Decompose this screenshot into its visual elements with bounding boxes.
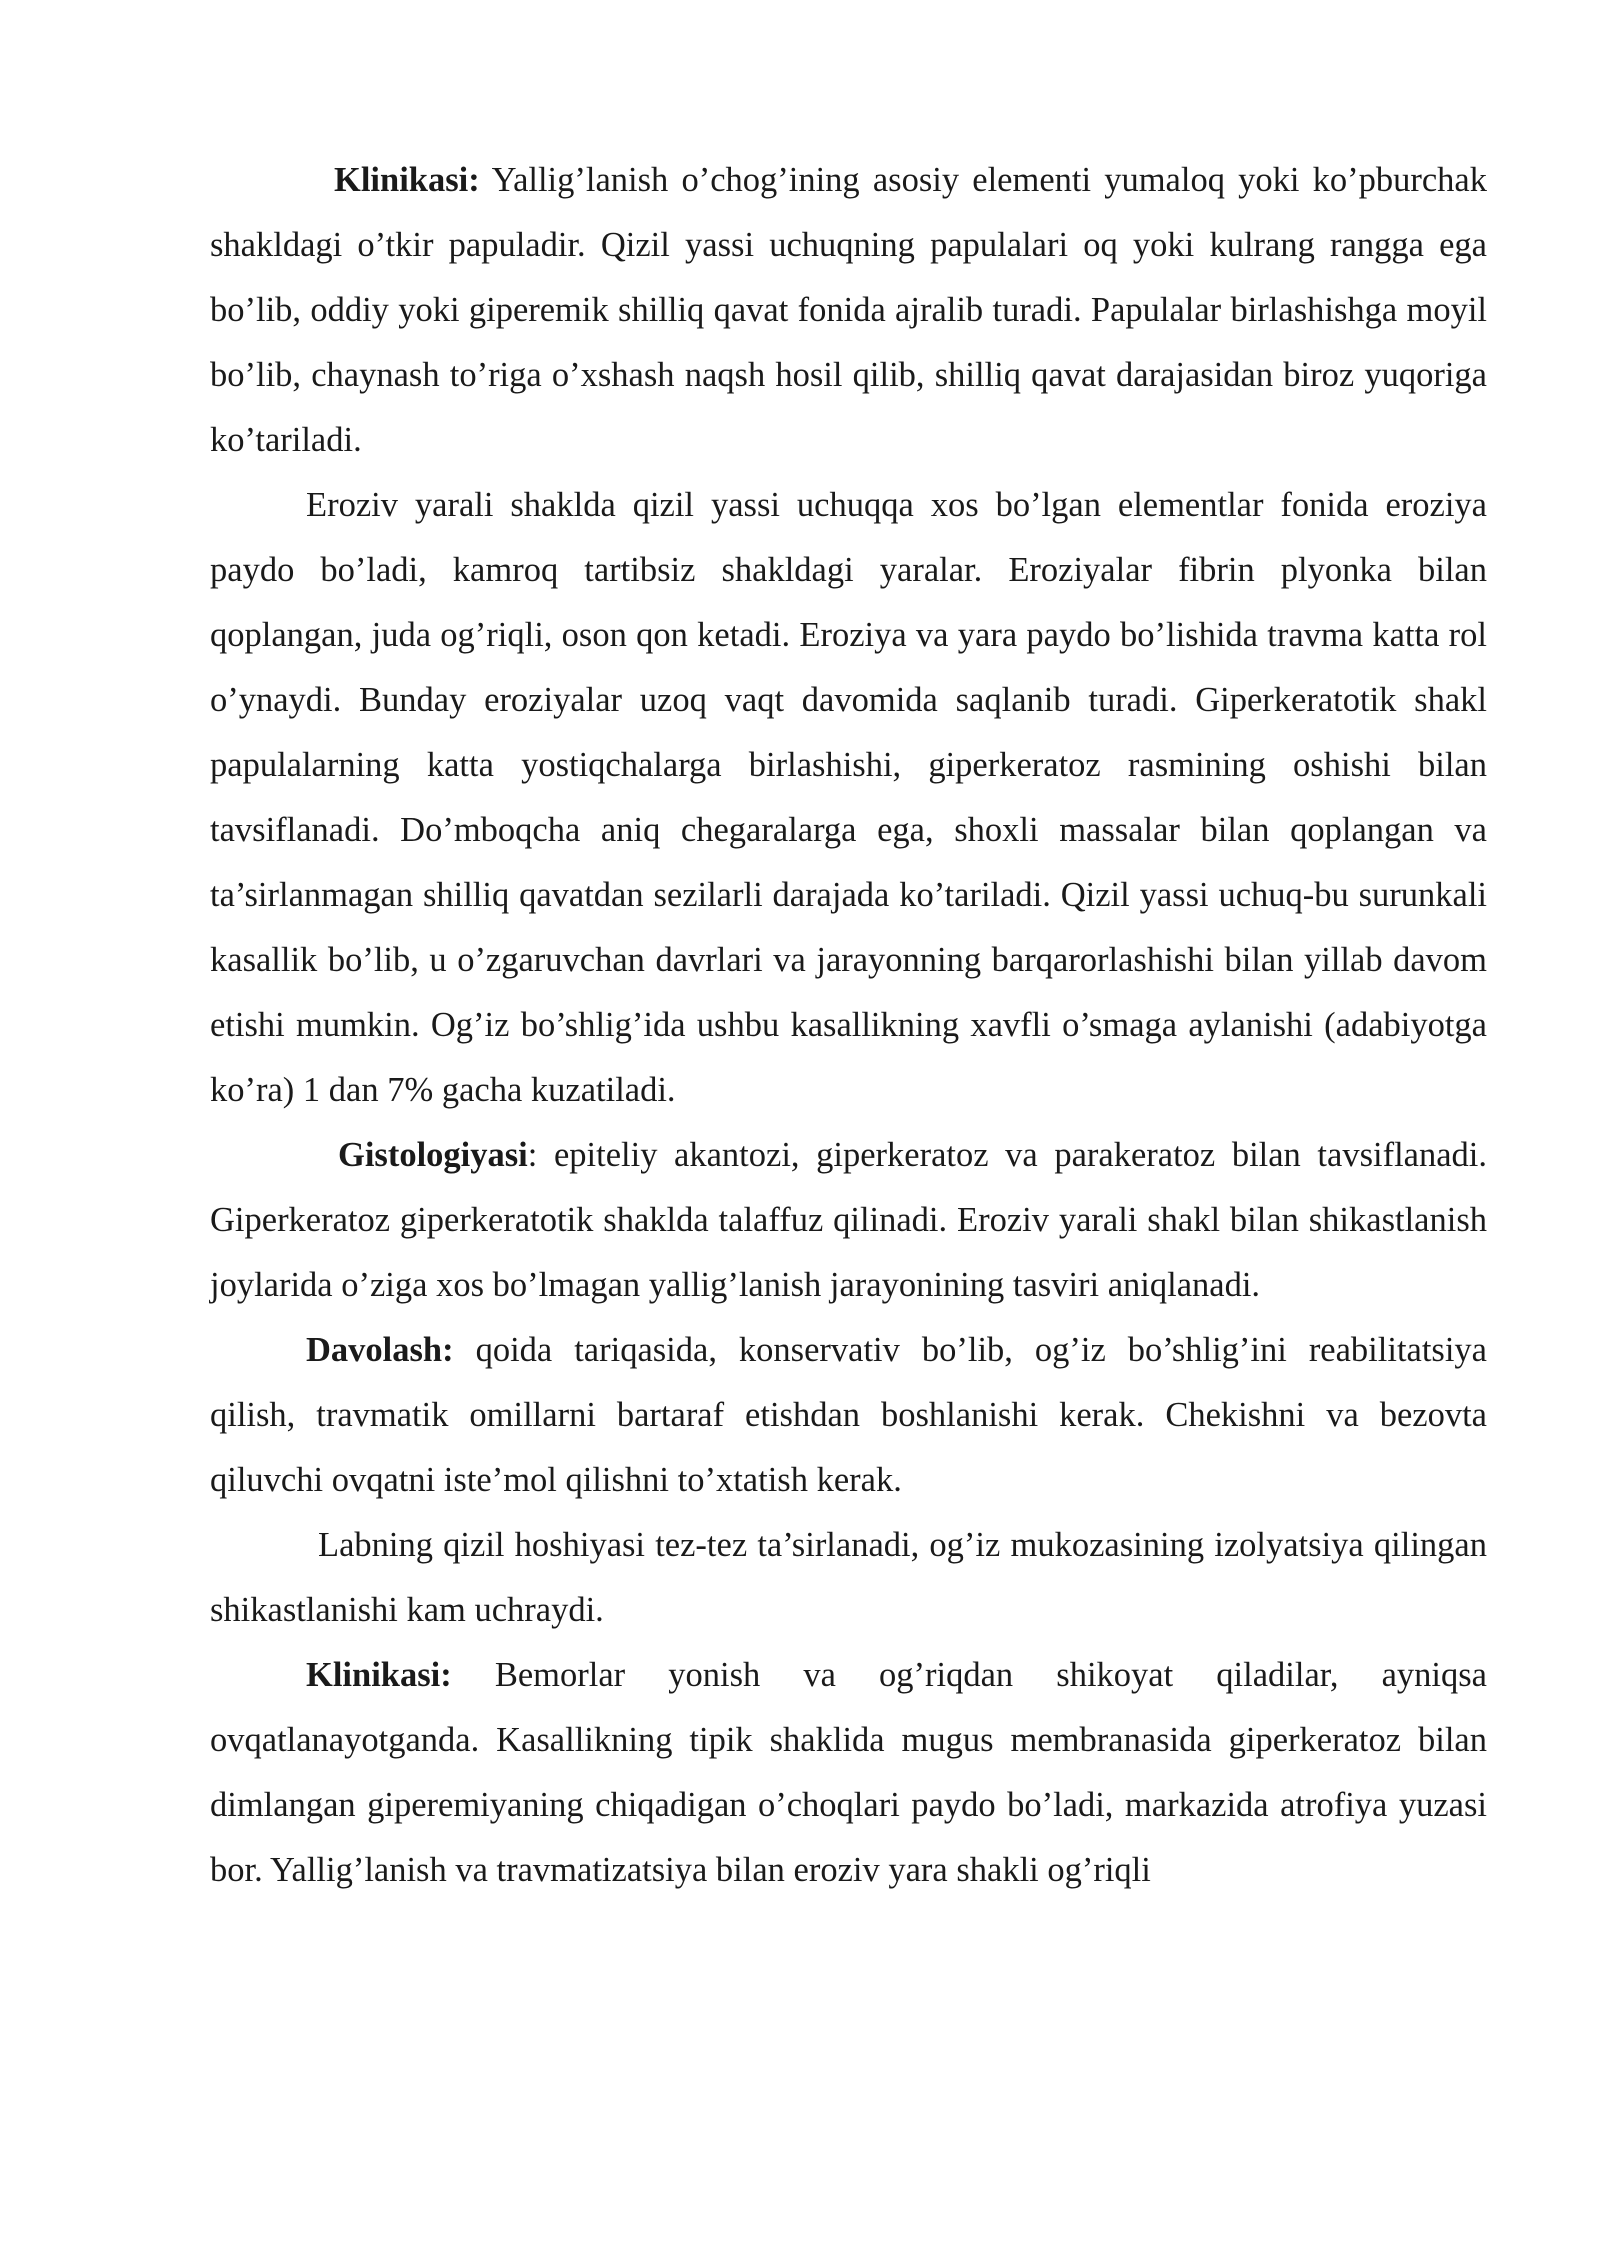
clinical-2-label: Klinikasi: [306,1656,452,1694]
lip-border-text: Labning qizil hoshiyasi tez-tez ta’sirlanadi, og’iz mukozasining izolyatsiya qilingan shikastlanishi kam uchraydi. [210,1526,1487,1629]
paragraph-lip-border [210,1513,1487,1643]
document-page [210,148,1487,1903]
paragraph-clinical-2 [210,1643,1487,1903]
histology-text: : epiteliy akantozi, giperkeratoz va parakeratoz bilan tavsiflanadi. Giperkeratoz giperkeratotik shaklda talaffuz qilinadi. Eroziv yarali shakl bilan shikastlanish joylarida o’ziga xos bo’lmagan yallig’lanish jarayonining tasviri aniqlanadi. [210,1136,1487,1304]
histology-label: Gistologiyasi [338,1136,528,1174]
clinical-text: Yallig’lanish o’chog’ining asosiy elementi yumaloq yoki ko’pburchak shakldagi o’tkir papuladir. Qizil yassi uchuqning papulalari oq yoki kulrang rangga ega bo’lib, oddiy yoki giperemik shilliq qavat fonida ajralib turadi. Papulalar birlashishga moyil bo’lib, chaynash to’riga o’xshash naqsh hosil qilib, shilliq qavat darajasidan biroz yuqoriga ko’tariladi. [210,161,1487,459]
treatment-text: qoida tariqasida, konservativ bo’lib, og’iz bo’shlig’ini reabilitatsiya qilish, travmatik omillarni bartaraf etishdan boshlanishi kerak. Chekishni va bezovta qiluvchi ovqatni iste’mol qilishni to’xtatish kerak. [210,1331,1487,1499]
paragraph-clinical [210,148,1487,473]
clinical-2-text: Bemorlar yonish va og’riqdan shikoyat qiladilar, ayniqsa ovqatlanayotganda. Kasallikning tipik shaklida mugus membranasida giperkeratoz bilan dimlangan giperemiyaning chiqadigan o’choqlari paydo bo’ladi, markazida atrofiya yuzasi bor. Yallig’lanish va travmatizatsiya bilan eroziv yara shakli og’riqli [210,1656,1487,1889]
erosive-form-text: Eroziv yarali shaklda qizil yassi uchuqqa xos bo’lgan elementlar fonida eroziya paydo bo’ladi, kamroq tartibsiz shakldagi yaralar. Eroziyalar fibrin plyonka bilan qoplangan, juda og’riqli, oson qon ketadi. Eroziya va yara paydo bo’lishida travma katta rol o’ynaydi. Bunday eroziyalar uzoq vaqt davomida saqlanib turadi. Giperkeratotik shakl papulalarning katta yostiqchalarga birlashishi, giperkeratoz rasmining oshishi bilan tavsiflanadi. Do’mboqcha aniq chegaralarga ega, shoxli massalar bilan qoplangan va ta’sirlanmagan shilliq qavatdan sezilarli darajada ko’tariladi. Qizil yassi uchuq-bu surunkali kasallik bo’lib, u o’zgaruvchan davrlari va jarayonning barqarorlashishi bilan yillab davom etishi mumkin. Og’iz bo’shlig’ida ushbu kasallikning xavfli o’smaga aylanishi (adabiyotga ko’ra) 1 dan 7% gacha kuzatiladi. [210,486,1487,1109]
paragraph-histology [210,1123,1487,1318]
clinical-label: Klinikasi: [334,161,480,199]
paragraph-treatment [210,1318,1487,1513]
treatment-label: Davolash: [306,1331,454,1369]
paragraph-erosive-form [210,473,1487,1123]
